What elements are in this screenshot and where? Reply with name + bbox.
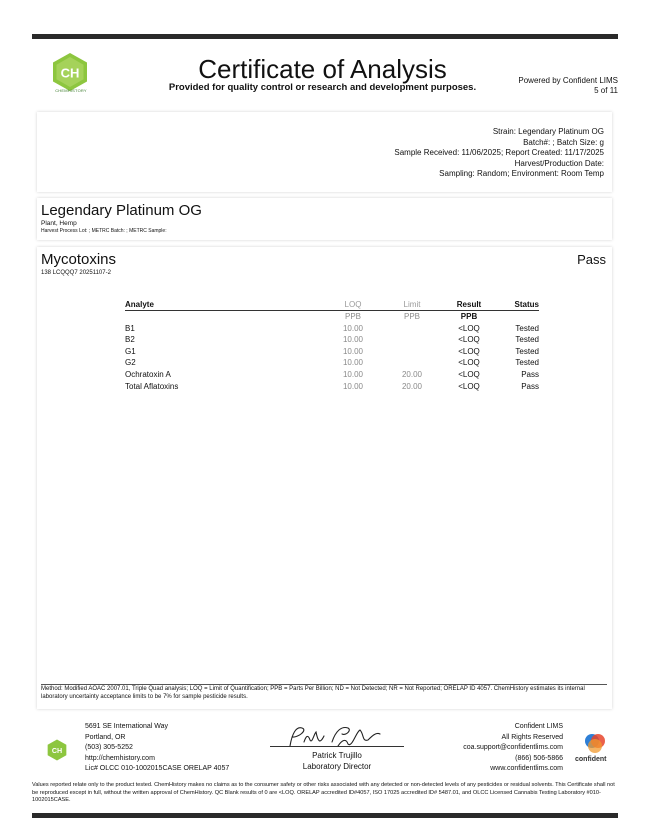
table-row [125, 323, 539, 335]
contact-email: coa.support@confidentlims.com [463, 744, 563, 751]
confident-wordmark: confident [575, 756, 607, 763]
signature-line [270, 746, 404, 747]
strain-line: Strain: Legendary Platinum OG [492, 127, 604, 136]
chemhistory-logo-icon [50, 52, 90, 92]
powered-by-text: Powered by Confident LIMS [518, 76, 618, 85]
confident-contact [463, 722, 563, 775]
top-bar [32, 34, 618, 39]
address-license: Lic# OLCC 010-1002015CASE ORELAP 4057 [85, 765, 230, 772]
header-limit: Limit [383, 299, 441, 311]
product-lot: Harvest Process Lot: ; METRC Batch: ; METRC Sample: [41, 228, 167, 234]
cell-loq: 10.00 [342, 369, 364, 379]
unit-status [497, 311, 539, 323]
cell-limit [383, 346, 441, 358]
cell-status: Pass [521, 381, 539, 391]
cell-result: <LOQ [458, 358, 480, 368]
page-subtitle: Provided for quality control or research and development purposes. [168, 82, 477, 93]
cell-status: Tested [515, 335, 539, 345]
product-name: Legendary Platinum OG [41, 202, 202, 219]
cell-analyte: Total Aflatoxins [125, 381, 179, 391]
header-status: Status [497, 299, 539, 311]
table-header-row [125, 299, 539, 311]
footer-disclaimer: Values reported relate only to the product tested. ChemHistory makes no claims as to the consumer safety or other risks associated with any detected or non-detected levels of any pesticides or residual solvents. This Certificate shall not be reproduced except in full, without the written approval of ChemHistory. QC Blank results of 0 are <LOQ. ORELAP accredited ID#4057, ISO 17025 accredited ID# 5487.01, and OLCC Licensed Cannabis Testing Laboratory #010-1002015CASE. [32, 782, 615, 803]
units-row [125, 311, 539, 323]
table-row [125, 369, 539, 381]
powered-by [518, 76, 618, 96]
logo-wordmark: CHEMHISTORY [55, 88, 87, 93]
cell-status: Tested [515, 346, 539, 356]
chemhistory-small-logo-icon [46, 739, 68, 761]
cell-limit [383, 323, 441, 335]
method-note: Method: Modified AOAC 2007.01, Triple Quad analysis; LOQ = Limit of Quantification; PPB = Parts Per Billion; ND = Not Detected; NR = Not Reported; ORELAP ID 4057. ChemHistory estimates its internal laboratory uncertainty acceptance limits to be 7% for sample pesticide results. [41, 686, 585, 700]
signature-image [272, 722, 402, 752]
batch-line: Batch#: ; Batch Size: g [523, 137, 604, 147]
cell-loq: 10.00 [342, 358, 364, 368]
contact-company: Confident LIMS [514, 723, 563, 730]
signer-block [270, 750, 404, 772]
table-row [125, 334, 539, 346]
cell-analyte: Ochratoxin A [125, 369, 171, 379]
cell-result: <LOQ [458, 381, 480, 391]
cell-status: Tested [515, 358, 539, 368]
cell-result: <LOQ [458, 323, 480, 333]
cell-status: Tested [515, 323, 539, 333]
cell-loq: 10.00 [342, 381, 364, 391]
cell-result: <LOQ [458, 335, 480, 345]
section-status: Pass [577, 252, 606, 267]
confident-logo-icon [583, 731, 607, 755]
address-website: http://chemhistory.com [85, 754, 155, 762]
lab-address [85, 722, 229, 775]
cell-analyte: B1 [125, 323, 135, 333]
results-table [125, 299, 539, 392]
section-title: Mycotoxins [41, 251, 117, 268]
page-title: Certificate of Analysis [198, 54, 447, 84]
signer-name: Patrick Trujillo [312, 751, 362, 760]
table-row [125, 381, 539, 393]
product-type: Plant, Hemp [41, 220, 77, 227]
cell-limit [383, 334, 441, 346]
cell-status: Pass [521, 369, 539, 379]
cell-result: <LOQ [458, 346, 480, 356]
sample-info [394, 127, 604, 180]
cell-loq: 10.00 [342, 323, 364, 333]
signer-title: Laboratory Director [302, 762, 372, 771]
cell-analyte: G2 [125, 358, 136, 368]
unit-analyte [125, 311, 323, 323]
table-row [125, 346, 539, 358]
contact-website: www.confidentlims.com [490, 765, 563, 772]
address-city: Portland, OR [85, 733, 126, 741]
dates-line: Sample Received: 11/06/2025; Report Created: 11/17/2025 [394, 148, 604, 157]
bottom-bar [32, 813, 618, 818]
unit-limit: PPB [403, 312, 420, 321]
sampling-line: Sampling: Random; Environment: Room Temp [439, 169, 604, 178]
address-street: 5691 SE International Way [85, 723, 169, 730]
unit-loq: PPB [344, 312, 361, 321]
header-analyte: Analyte [125, 299, 323, 311]
method-divider [41, 684, 607, 685]
unit-result: PPB [460, 312, 478, 321]
header-result: Result [441, 299, 497, 311]
cell-analyte: B2 [125, 335, 135, 345]
cell-loq: 10.00 [342, 346, 364, 356]
cell-limit [383, 357, 441, 369]
cell-limit: 20.00 [401, 369, 423, 379]
sample-info-card [37, 112, 612, 192]
cell-result: <LOQ [458, 369, 480, 379]
harvest-line: Harvest/Production Date: [514, 158, 604, 168]
cell-analyte: G1 [125, 346, 136, 356]
svg-text:CH: CH [60, 65, 80, 81]
contact-rights: All Rights Reserved [501, 733, 563, 741]
contact-phone: (866) 506-5866 [515, 754, 563, 762]
table-row [125, 357, 539, 369]
mycotoxins-card [37, 247, 612, 709]
address-phone: (503) 305-5252 [85, 744, 133, 751]
header-loq: LOQ [323, 299, 383, 311]
section-id: 138 LCQQQ7 20251107-2 [41, 270, 111, 276]
page-number: 5 of 11 [594, 86, 618, 95]
cell-limit: 20.00 [401, 381, 423, 391]
product-card [37, 198, 612, 240]
svg-text:CH: CH [51, 747, 63, 756]
cell-loq: 10.00 [342, 335, 364, 345]
